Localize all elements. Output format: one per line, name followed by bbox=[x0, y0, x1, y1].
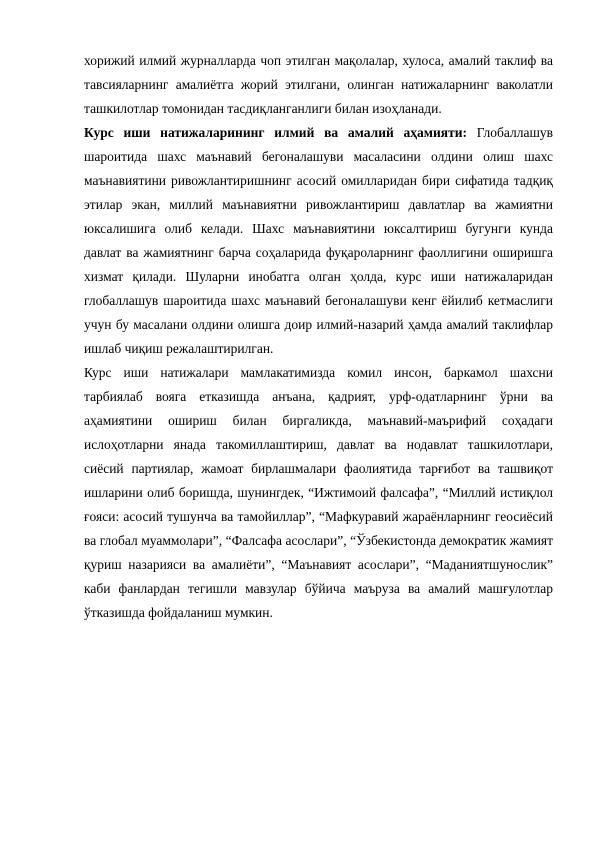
paragraph-text: хорижий илмий журналларда чоп этилган мақолалар, хулоса, амалий таклиф ва тавсияларнинг амалиётга жорий этилгани, олинган натижаларнинг ваколатли ташкилотлар томонидан тасдиқланганлиги билан изоҳланади. bbox=[84, 53, 553, 116]
paragraph-application bbox=[84, 361, 553, 625]
paragraph-text: Курс иши натижалари мамлакатимизда комил инсон, баркамол шахсни тарбиялаб вояга етказишда анъана, қадрият, урф-одатларнинг ўрни ва аҳамиятини ошириш билан биргаликда, маънавий-маърифий соҳадаги ислоҳотларни янада такомиллаштириш, давлат ва нодавлат ташкилотлари, сиёсий партиялар, жамоат бирлашмалари фаолиятида тарғибот ва ташвиқот ишларини олиб боришда, шунингдек, “Ижтимоий фалсафа”, “Миллий истиқлол ғояси: асосий тушунча ва тамойиллар”, “Мафкуравий жараёнларнинг геосиёсий ва глобал муаммолари”, “Фалсафа асослари”, “Ўзбекистонда демократик жамият қуриш назарияси ва амалиёти”, “Маънавият асослари”, “Маданиятшунослик” каби фанлардан тегишли мавзулар бўйича маъруза ва амалий машғулотлар ўтказишда фойдаланиш мумкин. bbox=[84, 365, 553, 620]
paragraph-text: Глобаллашув шароитида шахс маънавий бегоналашуви масаласини олдини олиш шахс маънавиятини ривожлантиришнинг асосий омилларидан бири сифатида тадқиқ этилар экан, миллий маънавиятни ривожлантириш давлатлар ва жамиятни юксалишига олиб келади. Шахс маънавиятини юксалтириш бугунги кунда давлат ва жамиятнинг барча соҳаларида фуқароларнинг фаоллигини оширишга хизмат қилади. Шуларни инобатга олган ҳолда, курс иши натижаларидан глобаллашув шароитида шахс маънавий бегоналашуви кенг ёйилиб кетмаслиги учун бу масалани олдини олишга доир илмий-назарий ҳамда амалий таклифлар ишлаб чиқиш режалаштирилган. bbox=[84, 125, 553, 356]
paragraph-intro bbox=[84, 49, 553, 121]
paragraph-significance bbox=[84, 121, 553, 361]
document-page bbox=[84, 49, 553, 625]
paragraph-heading-significance: Курс иши натижаларининг илмий ва амалий аҳамияти: bbox=[84, 125, 467, 140]
